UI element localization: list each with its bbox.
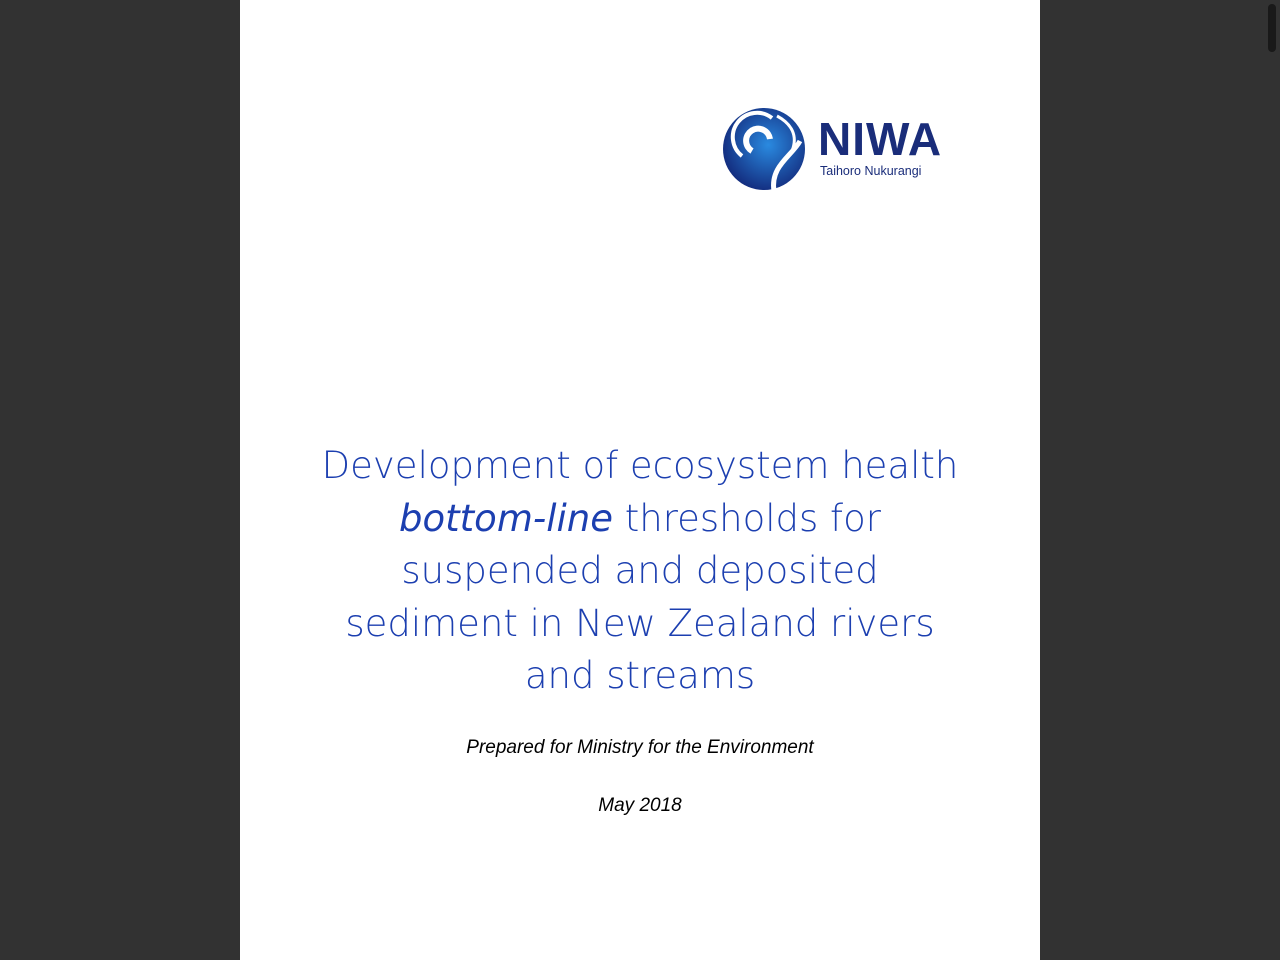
title-line: and streams [524, 654, 756, 697]
title-italic: bottom-line [399, 496, 613, 540]
document-page [240, 0, 1040, 960]
logo-wordmark: NIWA [818, 113, 943, 165]
title-line [300, 493, 980, 546]
document-title [300, 440, 980, 703]
title-text: thresholds for [613, 496, 881, 540]
scrollbar-thumb[interactable] [1268, 4, 1276, 52]
logo-tagline: Taihoro Nukurangi [820, 164, 922, 178]
title-line: suspended and deposited [401, 549, 879, 592]
prepared-for: Prepared for Ministry for the Environment [466, 737, 814, 758]
document-date: May 2018 [598, 795, 682, 816]
title-line: sediment in New Zealand rivers [345, 601, 935, 645]
niwa-emblem-icon [722, 106, 808, 192]
title-line: Development of ecosystem health [321, 444, 959, 487]
niwa-logo [722, 106, 952, 192]
